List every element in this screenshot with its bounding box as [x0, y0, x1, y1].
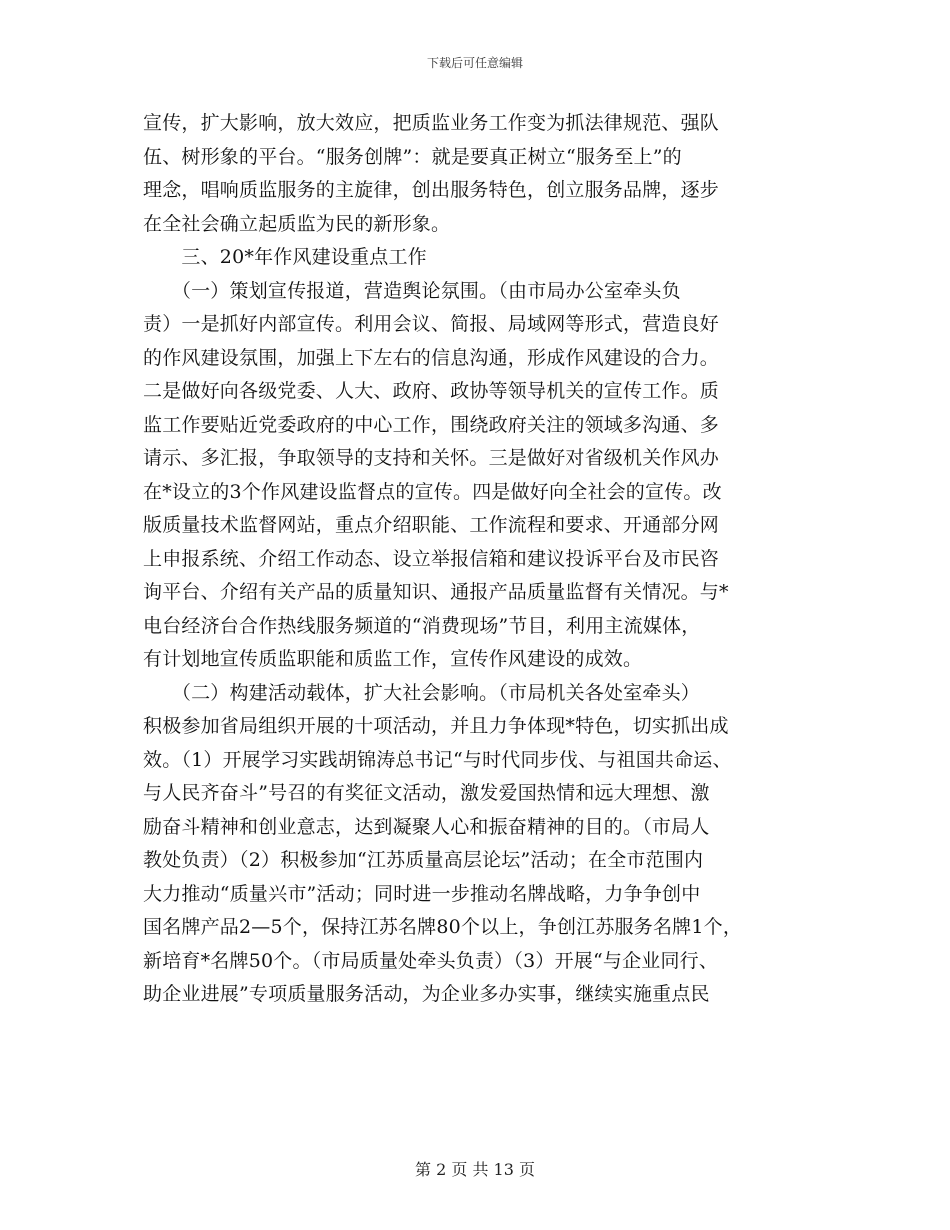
text-line: 责）一是抓好内部宣传。利用会议、简报、局域网等形式，营造良好	[143, 313, 720, 335]
text-line: 二是做好向各级党委、人大、政府、政协等领导机关的宣传工作。质	[143, 380, 720, 402]
section-heading: 三、20*年作风建设重点工作	[143, 246, 427, 268]
text-line: 宣传，扩大影响，放大效应，把质监业务工作变为抓法律规范、强队	[143, 112, 720, 134]
page-header: 下载后可任意编辑	[426, 56, 523, 70]
text-line: （一）策划宣传报道，营造舆论氛围。（由市局办公室牵头负	[143, 279, 681, 302]
text-line: 效。（1）开展学习实践胡锦涛总书记“与时代同步伐、与祖国共命运、	[143, 748, 732, 771]
text-line: 与人民齐奋斗”号召的有奖征文活动，激发爱国热情和远大理想、激	[143, 782, 710, 804]
text-line: 电台经济台合作热线服务频道的“消费现场”节目，利用主流媒体，	[143, 614, 701, 637]
text-line: 有计划地宣传质监职能和质监工作，宣传作风建设的成效。	[143, 648, 643, 670]
text-line: 监工作要贴近党委政府的中心工作，围绕政府关注的领域多沟通、多	[143, 413, 720, 436]
text-line: 励奋斗精神和创业意志，达到凝聚人心和振奋精神的目的。（市局人	[143, 815, 710, 838]
text-line: （二）构建活动载体，扩大社会影响。（市局机关各处室牵头）	[143, 681, 701, 704]
text-line: 版质量技术监督网站，重点介绍职能、工作流程和要求、开通部分网	[143, 514, 720, 536]
text-line: 在*设立的3个作风建设监督点的宣传。四是做好向全社会的宣传。改	[143, 480, 722, 503]
document-body	[143, 107, 833, 1012]
text-line: 的作风建设氛围，加强上下左右的信息沟通，形成作风建设的合力。	[143, 346, 720, 369]
text-line: 请示、多汇报，争取领导的支持和关怀。三是做好对省级机关作风办	[143, 447, 720, 469]
text-line: 新培育*名牌50个。（市局质量处牵头负责）（3）开展“与企业同行、	[143, 949, 719, 972]
text-line: 上申报系统、介绍工作动态、设立举报信箱和建议投诉平台及市民咨	[143, 547, 720, 570]
text-line: 大力推动“质量兴市”活动；同时进一步推动名牌战略，力争争创中	[143, 882, 701, 905]
text-line: 教处负责）（2）积极参加“江苏质量高层论坛”活动；在全市范围内	[143, 849, 704, 871]
text-line: 理念，唱响质监服务的主旋律，创出服务特色，创立服务品牌，逐步	[143, 179, 720, 201]
text-line: 伍、树形象的平台。“服务创牌”：就是要真正树立“服务至上”的	[143, 145, 682, 168]
text-line: 询平台、介绍有关产品的质量知识、通报产品质量监督有关情况。与*	[143, 581, 729, 603]
page-footer: 第 2 页 共 13 页	[415, 1160, 535, 1179]
text-line: 在全社会确立起质监为民的新形象。	[143, 212, 451, 235]
text-line: 助企业进展”专项质量服务活动，为企业多办实事，继续实施重点民	[143, 983, 710, 1005]
text-line: 国名牌产品2—5个，保持江苏名牌80个以上，争创江苏服务名牌1个，	[143, 916, 743, 938]
text-line: 积极参加省局组织开展的十项活动，并且力争体现*特色，切实抓出成	[143, 715, 729, 737]
